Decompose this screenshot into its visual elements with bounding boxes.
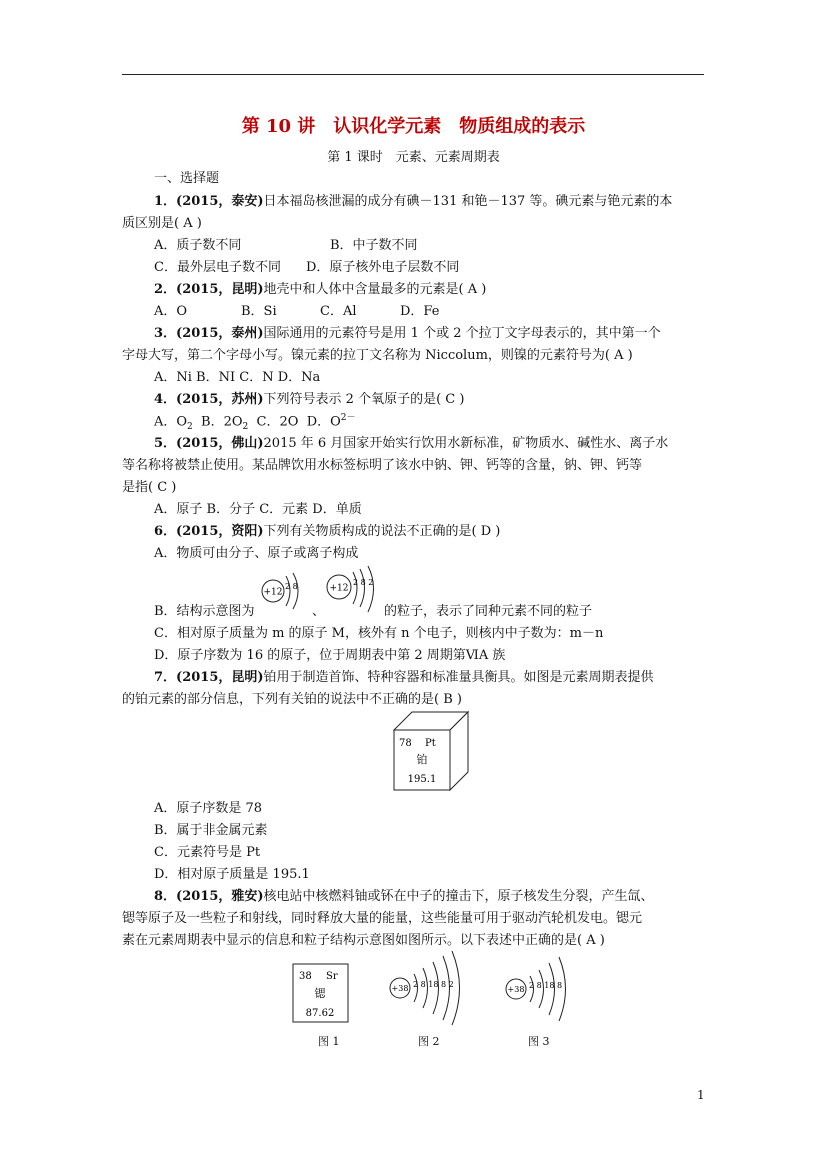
- strontium-atom-structure-diagram: [386, 950, 468, 1026]
- nucleus-charge: +12: [329, 583, 349, 594]
- question-5-stem-cont: 是指( C ): [122, 480, 177, 495]
- q1-option-c: C．最外层电子数不同: [154, 260, 281, 275]
- question-stem: 2015 年 6 月国家开始实行饮用水新标准，矿物质水、碱性水、离子水: [263, 436, 669, 451]
- question-1: [154, 190, 672, 209]
- question-number: 4．(2015，苏州): [154, 392, 264, 407]
- q7-option-a: A．原子序数是 78: [154, 801, 263, 816]
- question-5: [154, 432, 668, 451]
- header-rule: [122, 74, 704, 75]
- q4-options: [154, 410, 356, 432]
- q3-options: A．Ni B．NI C．N D．Na: [154, 370, 321, 385]
- question-6: [154, 520, 500, 539]
- q7-option-c: C．元素符号是 Pt: [154, 845, 261, 860]
- q1-option-d: D．原子核外电子层数不同: [306, 260, 460, 275]
- atom-structure-diagram-2: [322, 564, 384, 616]
- q2-option-d: D．Fe: [400, 304, 440, 319]
- question-number: 7．(2015，昆明): [154, 670, 264, 685]
- element-name: 铂: [416, 753, 428, 766]
- question-2: [154, 278, 486, 297]
- question-7: [154, 666, 654, 685]
- question-stem: 铂用于制造首饰、特种容器和标准量具衡具。如图是元素周期表提供: [263, 670, 654, 685]
- atom-structure-diagram-1: [258, 568, 304, 614]
- q4-option-a: A．O: [154, 414, 188, 430]
- element-symbol: Sr: [326, 971, 338, 982]
- atomic-mass: 87.62: [305, 1008, 335, 1019]
- subscript: 2: [187, 421, 193, 432]
- q1-option-b: B．中子数不同: [330, 238, 418, 253]
- q7-option-d: D．相对原子质量是 195.1: [154, 867, 310, 882]
- q6-option-b-suffix: 的粒子，表示了同种元素不同的粒子: [384, 604, 593, 619]
- question-number: 1．(2015，泰安): [154, 194, 264, 209]
- electron-shells: 2 8 18 8: [529, 981, 563, 990]
- q7-option-b: B．属于非金属元素: [154, 823, 268, 838]
- electron-shells: 2 8 2: [353, 578, 374, 587]
- question-number: 5．(2015，佛山): [154, 436, 264, 451]
- question-8-stem-cont: 锶等原子及一些粒子和射线，同时释放大量的能量，这些能量可用于驱动汽轮机发电。锶元: [122, 911, 643, 926]
- q5-options: A．原子 B．分子 C．元素 D．单质: [154, 502, 362, 517]
- superscript: 2－: [340, 413, 356, 423]
- nucleus-charge: +12: [263, 587, 283, 598]
- question-8-stem-cont: 素在元素周期表中显示的信息和粒子结构示意图如图所示。以下表述中正确的是( A ): [122, 933, 605, 948]
- question-stem: 核电站中核燃料铀或钚在中子的撞击下，原子核发生分裂，产生氙、: [263, 889, 654, 904]
- question-1-stem-cont: 质区别是( A ): [122, 216, 202, 231]
- q4-option-c: C．2O: [256, 414, 299, 430]
- q2-option-a: A．O: [154, 304, 188, 319]
- q4-option-b: B．2O: [201, 414, 243, 430]
- question-8: [154, 885, 654, 904]
- page-title: 第 10 讲 认识化学元素 物质组成的表示: [241, 116, 586, 137]
- figure-caption-1: 图 1: [318, 1035, 340, 1048]
- strontium-ion-structure-diagram: [502, 954, 574, 1024]
- section-heading: 一、选择题: [154, 171, 220, 186]
- page-subtitle: 第 1 课时 元素、元素周期表: [327, 150, 500, 165]
- q6-option-b-prefix: B．结构示意图为: [154, 604, 255, 619]
- question-stem: 下列有关物质构成的说法不正确的是( D ): [263, 524, 501, 539]
- q6-option-a: A．物质可由分子、原子或离子构成: [154, 546, 359, 561]
- question-stem: 国际通用的元素符号是用 1 个或 2 个拉丁文字母表示的，其中第一个: [263, 326, 661, 341]
- question-stem: 地壳中和人体中含量最多的元素是( A ): [263, 282, 487, 297]
- question-3: [154, 322, 661, 341]
- q6-option-b-separator: 、: [312, 604, 326, 619]
- electron-shells: 2 8: [285, 582, 298, 591]
- q2-option-c: C．Al: [320, 304, 357, 319]
- strontium-element-cell: [292, 963, 350, 1025]
- platinum-element-cell: [392, 710, 472, 792]
- atomic-number: 38: [299, 971, 312, 982]
- question-3-stem-cont: 字母大写，第二个字母小写。镍元素的拉丁文名称为 Niccolum，则镍的元素符号为( A ): [122, 348, 633, 363]
- nucleus-charge: +38: [507, 985, 525, 994]
- question-stem: 下列符号表示 2 个氧原子的是( C ): [263, 392, 465, 407]
- figure-caption-2: 图 2: [418, 1035, 440, 1048]
- element-name: 锶: [314, 987, 326, 1000]
- electron-shells: 2 8 18 8 2: [413, 980, 454, 989]
- q6-option-d: D．原子序数为 16 的原子，位于周期表中第 2 周期第ⅥA 族: [154, 648, 506, 663]
- q6-option-c: C．相对原子质量为 m 的原子 M，核外有 n 个电子，则核内中子数为：m－n: [154, 626, 604, 641]
- nucleus-charge: +38: [391, 984, 409, 993]
- question-number: 6．(2015，资阳): [154, 524, 264, 539]
- q4-option-d: D．O: [306, 414, 341, 430]
- q2-option-b: B．Si: [241, 304, 277, 319]
- element-symbol: Pt: [425, 738, 436, 749]
- question-5-stem-cont: 等名称将被禁止使用。某品牌饮用水标签标明了该水中钠、钾、钙等的含量，钠、钾、钙等: [122, 458, 643, 473]
- question-number: 3．(2015，泰州): [154, 326, 264, 341]
- question-7-stem-cont: 的铂元素的部分信息，下列有关铂的说法中不正确的是( B ): [122, 692, 462, 707]
- page-number: 1: [697, 1088, 705, 1102]
- figure-caption-3: 图 3: [528, 1035, 550, 1048]
- question-stem: 日本福岛核泄漏的成分有碘－131 和铯－137 等。碘元素与铯元素的本: [263, 194, 673, 209]
- atomic-mass: 195.1: [407, 774, 437, 785]
- question-number: 2．(2015，昆明): [154, 282, 264, 297]
- question-4: [154, 388, 464, 407]
- atomic-number: 78: [399, 738, 412, 749]
- q1-option-a: A．质子数不同: [154, 238, 242, 253]
- question-number: 8．(2015，雅安): [154, 889, 264, 904]
- subscript: 2: [242, 421, 249, 432]
